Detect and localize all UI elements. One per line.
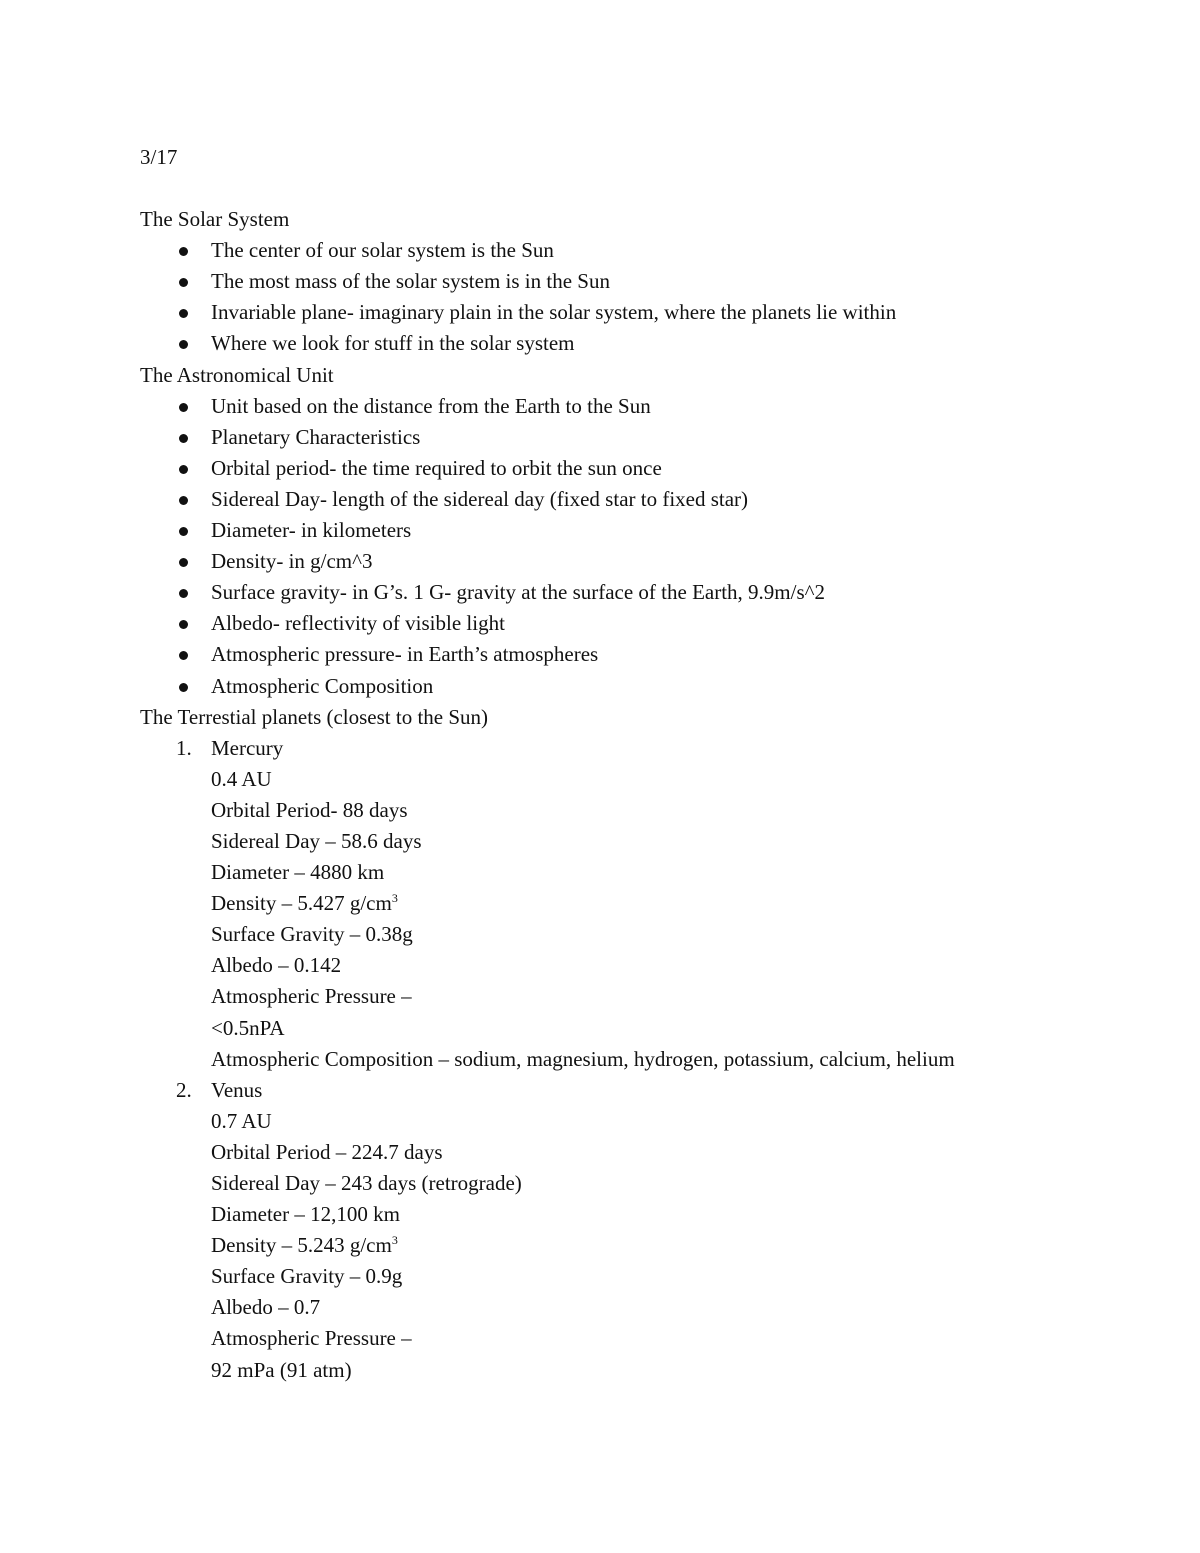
list-item: Unit based on the distance from the Earth to the Sun <box>140 391 1140 422</box>
list-item: Albedo- reflectivity of visible light <box>140 608 1140 639</box>
solar-system-list <box>140 235 1140 359</box>
list-item: The most mass of the solar system is in the Sun <box>140 266 1140 297</box>
planet-au: 0.4 AU <box>211 766 272 791</box>
list-item: Surface gravity- in G’s. 1 G- gravity at the surface of the Earth, 9.9m/s^2 <box>140 577 1140 608</box>
list-item: Orbital period- the time required to orbit the sun once <box>140 453 1140 484</box>
heading-astronomical-unit: The Astronomical Unit <box>140 362 334 387</box>
planet-pressure-label: Atmospheric Pressure – <box>211 1326 412 1351</box>
bullet-dot-icon <box>179 403 188 412</box>
bullet-dot-icon <box>179 340 188 349</box>
planet-density: Density – 5.427 $g/cm^3$ <box>211 891 398 916</box>
planet-sidereal-day: Sidereal Day – 243 days (retrograde) <box>211 1171 522 1195</box>
list-item: Planetary Characteristics <box>140 422 1140 453</box>
bullet-dot-icon <box>179 558 188 567</box>
bullet-dot-icon <box>179 278 188 287</box>
planet-pressure-label: Atmospheric Pressure – <box>211 984 412 1009</box>
planet-diameter: Diameter – 12,100 km <box>211 1202 400 1227</box>
planet-orbital-period: Orbital Period- 88 days <box>211 797 408 822</box>
list-item: Atmospheric Composition <box>140 671 1140 702</box>
planet-name-line <box>140 1075 1140 1106</box>
bullet-dot-icon <box>179 651 188 660</box>
list-item: Where we look for stuff in the solar system <box>140 328 1140 359</box>
list-number: 2. <box>176 1077 192 1102</box>
list-item: Sidereal Day- length of the sidereal day (fixed star to fixed star) <box>140 484 1140 515</box>
document-page <box>140 142 1140 1386</box>
terrestrial-planet-list <box>140 733 1140 1386</box>
planet-name-line <box>140 733 1140 764</box>
list-number: 1. <box>176 735 192 760</box>
planet-name: Venus <box>211 1077 263 1102</box>
planet-details <box>140 1106 1140 1386</box>
planet-au: 0.7 AU <box>211 1108 272 1133</box>
list-item: Invariable plane- imaginary plain in the solar system, where the planets lie within <box>140 297 1140 328</box>
planet-orbital-period: Orbital Period – 224.7 days <box>211 1139 443 1164</box>
planet-details <box>140 764 1140 1075</box>
bullet-dot-icon <box>179 247 188 256</box>
list-item: Density- in g/cm^3 <box>140 546 1140 577</box>
planet-name: Mercury <box>211 735 284 760</box>
planet-venus <box>140 1075 1140 1386</box>
planet-albedo: Albedo – 0.142 <box>211 953 342 978</box>
planet-diameter: Diameter – 4880 km <box>211 860 385 885</box>
planet-mercury <box>140 733 1140 1075</box>
heading-terrestrial-planets: The Terrestial planets (closest to the Sun) <box>140 704 489 729</box>
note-date: 3/17 <box>140 145 178 169</box>
list-item: Atmospheric pressure- in Earth’s atmospheres <box>140 639 1140 670</box>
bullet-dot-icon <box>179 527 188 536</box>
bullet-dot-icon <box>179 465 188 474</box>
bullet-dot-icon <box>179 589 188 598</box>
planet-pressure-value: <0.5nPA <box>211 1015 285 1040</box>
planet-surface-gravity: Surface Gravity – 0.9g <box>211 1264 403 1289</box>
planet-pressure-value: 92 mPa (91 atm) <box>211 1357 352 1382</box>
planet-sidereal-day: Sidereal Day – 58.6 days <box>211 828 422 853</box>
heading-solar-system: The Solar System <box>140 207 290 232</box>
bullet-dot-icon <box>179 309 188 318</box>
list-item: The center of our solar system is the Sun <box>140 235 1140 266</box>
list-item: Diameter- in kilometers <box>140 515 1140 546</box>
astronomical-unit-list <box>140 391 1140 702</box>
bullet-dot-icon <box>179 496 188 505</box>
bullet-dot-icon <box>179 434 188 443</box>
planet-surface-gravity: Surface Gravity – 0.38g <box>211 922 413 947</box>
planet-density: Density – 5.243 $g/cm^3$ <box>211 1233 398 1258</box>
planet-composition: Atmospheric Composition – sodium, magnesium, hydrogen, potassium, calcium, helium <box>211 1046 955 1071</box>
bullet-dot-icon <box>179 620 188 629</box>
planet-albedo: Albedo – 0.7 <box>211 1295 321 1320</box>
bullet-dot-icon <box>179 683 188 692</box>
